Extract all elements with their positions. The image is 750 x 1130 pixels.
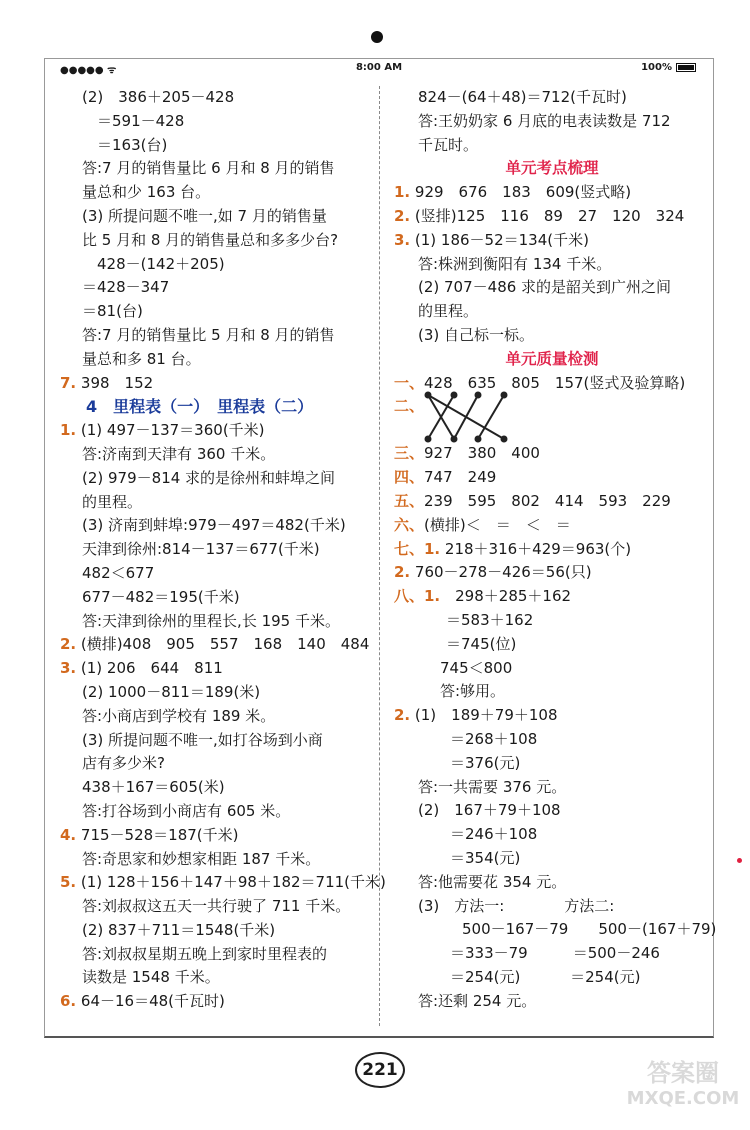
- crossed-lines-diagram: [416, 387, 526, 447]
- item-number: 6.: [60, 992, 77, 1011]
- answer-line: 天津到徐州:814－137＝677(千米): [82, 540, 320, 559]
- item-number: 五、: [394, 491, 425, 510]
- answer-line: ＝268＋108: [450, 729, 538, 748]
- answer-line: 答:一共需要 376 元。: [418, 777, 567, 796]
- item-number: 7.: [60, 373, 77, 392]
- answer-line: 六、(横排)＜ ＝ ＜ ＝: [394, 515, 571, 534]
- answer-line: 2. (1) 189＋79＋108: [394, 706, 558, 725]
- answer-line: ＝81(台): [82, 302, 143, 321]
- answer-line: ＝376(元): [450, 753, 521, 772]
- answer-line: 3. (1) 206 644 811: [60, 659, 223, 678]
- red-dot-mark: [737, 858, 742, 863]
- answer-line: 答:刘叔叔星期五晚上到家时里程表的: [82, 944, 328, 963]
- answer-line: ＝246＋108: [450, 825, 538, 844]
- answer-line: 5. (1) 128＋156＋147＋98＋182＝711(千米): [60, 873, 386, 892]
- answer-line: ＝583＋162: [446, 610, 534, 629]
- answer-line: (3) 济南到蚌埠:979－497＝482(千米): [82, 516, 346, 535]
- item-number: 六、: [394, 515, 425, 534]
- answer-line: 438＋167＝605(米): [82, 778, 225, 797]
- camera-dot: [371, 31, 383, 43]
- section-title: 4 里程表（一） 里程表（二）: [86, 397, 314, 417]
- answer-line: ＝428－347: [82, 278, 170, 297]
- answer-line: 店有多少米?: [82, 754, 165, 773]
- answer-line: 量总和多 81 台。: [82, 349, 201, 368]
- answer-line: 答:刘叔叔这五天一共行驶了 711 千米。: [82, 897, 351, 916]
- battery-icon: [676, 63, 696, 72]
- item-number: 2.: [394, 706, 411, 725]
- answer-line: 答:天津到徐州的里程长,长 195 千米。: [82, 611, 340, 630]
- answer-line: 的里程。: [82, 492, 143, 511]
- answer-line: ＝163(台): [82, 135, 168, 154]
- answer-line: 745＜800: [440, 658, 513, 677]
- answer-line: (2) 979－814 求的是徐州和蚌埠之间: [82, 468, 336, 487]
- answer-line: 500－167－79 500－(167＋79): [462, 920, 717, 939]
- answer-line: 七、1. 218＋316＋429＝963(个): [394, 539, 632, 558]
- answer-line: 读数是 1548 千米。: [82, 968, 220, 987]
- status-bar: [46, 60, 712, 78]
- answer-line: ＝591－428: [82, 111, 185, 130]
- item-number: 2.: [394, 563, 411, 582]
- answer-line: 4. 715－528＝187(千米): [60, 825, 239, 844]
- answer-line: 答:打谷场到小商店有 605 米。: [82, 801, 291, 820]
- answer-line: (3) 所提问题不唯一,如打谷场到小商: [82, 730, 323, 749]
- answer-line: 量总和少 163 台。: [82, 183, 211, 202]
- answer-line: ＝254(元) ＝254(元): [450, 967, 641, 986]
- answer-line: 2. (竖排)125 116 89 27 120 324: [394, 206, 685, 225]
- answer-line: (2) 386＋205－428: [82, 88, 235, 106]
- answer-line: 答:够用。: [440, 682, 506, 701]
- answer-line: (3) 自己标一标。: [418, 325, 535, 344]
- answer-line: 三、927 380 400: [394, 444, 540, 463]
- answer-line: 482＜677: [82, 563, 155, 582]
- item-number: 1.: [60, 421, 77, 440]
- answer-line: 千瓦时。: [418, 135, 479, 154]
- item-number: 5.: [60, 873, 77, 892]
- answer-line: 答:他需要花 354 元。: [418, 872, 567, 891]
- answer-line: 2. (横排)408 905 557 168 140 484: [60, 635, 370, 654]
- signal-icon: ●●●●● ᯤ: [60, 65, 117, 76]
- answer-line: (2) 837＋711＝1548(千米): [82, 920, 276, 939]
- answer-line: 1. 929 676 183 609(竖式略): [394, 183, 632, 202]
- answer-line: ＝354(元): [450, 848, 521, 867]
- answer-line: (2) 707－486 求的是韶关到广州之间: [418, 278, 672, 297]
- item-number: 2.: [394, 206, 411, 225]
- answer-line: 1. (1) 497－137＝360(千米): [60, 421, 265, 440]
- item-number: 1.: [394, 183, 411, 202]
- answer-line: 答:株洲到衡阳有 134 千米。: [418, 254, 612, 273]
- answer-line: ＝333－79 ＝500－246: [450, 944, 660, 963]
- item-number: 二、: [394, 397, 425, 416]
- answer-line: (3) 方法一: 方法二:: [418, 896, 615, 915]
- watermark-logo: [618, 1060, 748, 1112]
- item-number: 四、: [394, 468, 425, 487]
- item-number: 三、: [394, 444, 425, 463]
- section-title: 单元考点梳理: [505, 159, 599, 178]
- answer-line: 2. 760－278－426＝56(只): [394, 563, 592, 582]
- item-number: 3.: [394, 230, 411, 249]
- page-number: 221: [355, 1052, 405, 1088]
- answer-line: 3. (1) 186－52＝134(千米): [394, 230, 589, 249]
- answer-line: 答:7 月的销售量比 6 月和 8 月的销售: [82, 159, 335, 178]
- answer-line: 八、1. 298＋285＋162: [394, 587, 572, 606]
- answer-line: 答:小商店到学校有 189 米。: [82, 706, 276, 725]
- item-number: 4.: [60, 825, 77, 844]
- item-number: 3.: [60, 659, 77, 678]
- answer-line: 四、747 249: [394, 468, 497, 487]
- left-column: [60, 86, 386, 1014]
- item-number: 八、1.: [394, 587, 441, 606]
- watermark-url: MXQE.COM: [626, 1088, 740, 1109]
- answer-line: 824－(64＋48)＝712(千瓦时): [418, 88, 627, 106]
- battery-status: [641, 62, 696, 73]
- section-title: 单元质量检测: [505, 349, 599, 368]
- answer-line: (2) 167＋79＋108: [418, 801, 561, 820]
- watermark-text: 答案圈: [647, 1059, 719, 1087]
- answer-line: 答:还剩 254 元。: [418, 991, 537, 1010]
- answer-line: (2) 1000－811＝189(米): [82, 682, 261, 701]
- answer-line: 答:王奶奶家 6 月底的电表读数是 712: [418, 111, 671, 130]
- answer-line: 677－482＝195(千米): [82, 587, 240, 606]
- answer-line: 的里程。: [418, 302, 479, 321]
- right-column: [394, 86, 717, 1013]
- item-number: 七、1.: [394, 539, 441, 558]
- answer-line: 428－(142＋205): [82, 254, 225, 273]
- answer-line: 6. 64－16＝48(千瓦时): [60, 992, 225, 1011]
- battery-percent: 100%: [641, 62, 672, 73]
- answer-line: ＝745(位): [446, 634, 517, 653]
- item-number: 一、: [394, 373, 425, 392]
- answer-line: 答:济南到天津有 360 千米。: [82, 444, 276, 463]
- answer-line: 答:7 月的销售量比 5 月和 8 月的销售: [82, 325, 335, 344]
- answer-line: (3) 所提问题不唯一,如 7 月的销售量: [82, 206, 327, 225]
- answer-line: 比 5 月和 8 月的销售量总和多多少台?: [82, 230, 339, 249]
- answer-line: 答:奇思家和妙想家相距 187 千米。: [82, 849, 321, 868]
- item-number: 2.: [60, 635, 77, 654]
- matching-lines-figure: [394, 395, 710, 442]
- status-time: 8:00 AM: [355, 62, 403, 73]
- answer-line: 7. 398 152: [60, 373, 154, 392]
- answer-line: 一、428 635 805 157(竖式及验算略): [394, 373, 686, 392]
- answer-line: 五、239 595 802 414 593 229: [394, 491, 671, 510]
